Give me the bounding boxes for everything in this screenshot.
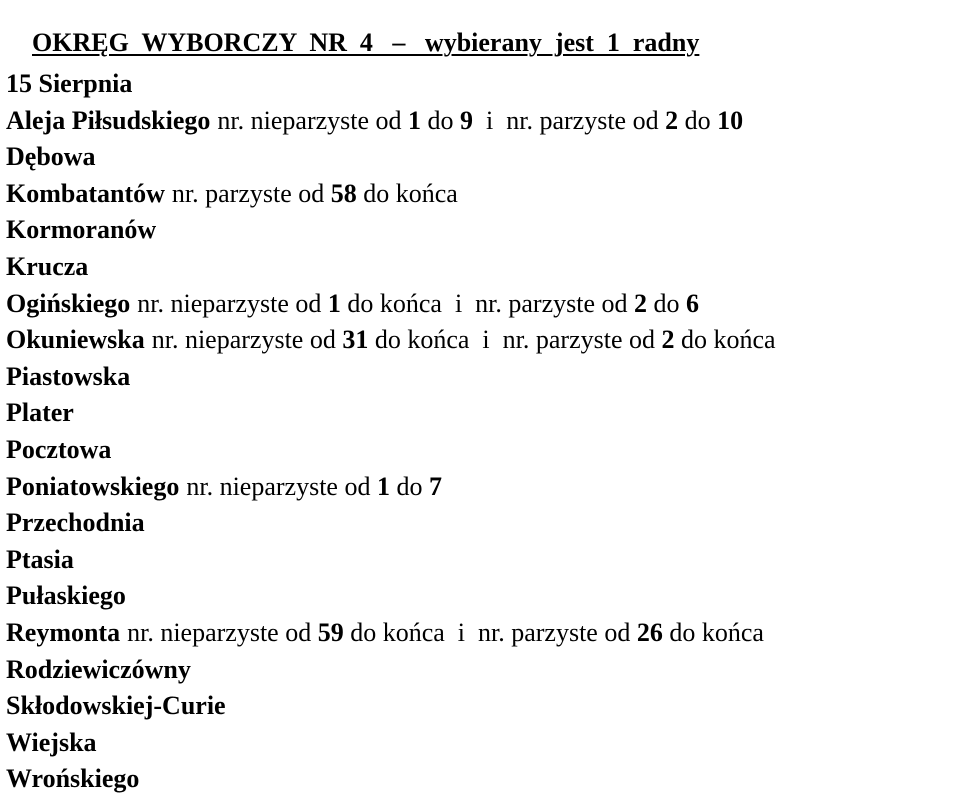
street-name: Przechodnia [6,508,145,538]
range-text: do [647,288,687,318]
street-row [6,615,776,652]
range-number: 6 [686,288,700,318]
street-row [6,66,776,103]
street-number-range [152,325,776,354]
range-text: nr. nieparzyste od [137,288,328,318]
street-name: 15 Sierpnia [6,69,133,98]
street-row [6,578,776,615]
street-name: Dębowa [6,142,96,172]
street-row [6,103,776,140]
street-name: Pułaskiego [6,581,126,611]
street-row [6,212,776,249]
range-number: 10 [717,105,744,135]
street-name: Okuniewska [6,325,145,355]
street-name: Aleja Piłsudskiego [6,105,211,135]
street-number-range [217,106,743,135]
range-text: do końca [674,325,776,355]
street-name: Piastowska [6,361,131,391]
range-number: 26 [636,617,663,647]
street-name: Krucza [6,251,89,281]
street-row [6,286,776,323]
street-name: Reymonta [6,617,121,647]
street-row [6,322,776,359]
street-row [6,469,776,506]
range-text: do końca [662,617,764,647]
range-number: 2 [665,105,679,135]
street-name: Pocztowa [6,434,112,464]
street-list [6,66,776,798]
street-row [6,395,776,432]
street-name: Skłodowskiej-Curie [6,691,226,721]
street-row [6,688,776,725]
district-heading-text: OKRĘG WYBORCZY NR 4 – wybierany jest 1 radny [32,28,700,57]
range-number: 31 [342,325,369,355]
street-row [6,652,776,689]
range-text: do końca i nr. parzyste od [340,288,635,318]
range-text: nr. nieparzyste od [127,617,318,647]
street-row [6,139,776,176]
range-number: 1 [408,105,422,135]
range-number: 58 [330,178,357,208]
street-name: Ogińskiego [6,288,131,318]
street-name: Kombatantów [6,178,165,208]
street-name: Wiejska [6,727,97,757]
street-number-range [127,618,764,647]
street-name: Rodziewiczówny [6,654,191,684]
range-text: nr. nieparzyste od [217,105,409,135]
range-text: do końca [356,178,458,208]
street-name: Ptasia [6,544,74,574]
street-name: Kormoranów [6,215,157,245]
street-row [6,249,776,286]
range-number: 2 [634,288,648,318]
range-number: 9 [460,105,474,135]
street-name: Wrońskiego [6,764,140,794]
range-number: 1 [327,288,341,318]
street-number-range [137,289,699,318]
range-number: 2 [661,325,675,355]
range-text: nr. nieparzyste od [186,471,377,501]
street-name: Poniatowskiego [6,471,180,501]
street-name: Plater [6,398,74,428]
range-number: 1 [376,471,390,501]
street-row [6,432,776,469]
street-row [6,359,776,396]
street-number-range [172,179,458,208]
range-text: do [389,471,429,501]
street-row [6,761,776,798]
range-text: do [678,105,718,135]
range-text: nr. nieparzyste od [151,325,343,355]
range-text: i nr. parzyste od [473,105,666,135]
range-text: do końca i nr. parzyste od [343,617,637,647]
range-text: do końca i nr. parzyste od [368,325,662,355]
street-row [6,505,776,542]
range-text: nr. parzyste od [171,178,331,208]
street-row [6,725,776,762]
range-number: 7 [428,471,442,501]
range-text: do [421,105,461,135]
street-row [6,542,776,579]
street-row [6,176,776,213]
street-number-range [186,472,442,501]
range-number: 59 [317,617,344,647]
